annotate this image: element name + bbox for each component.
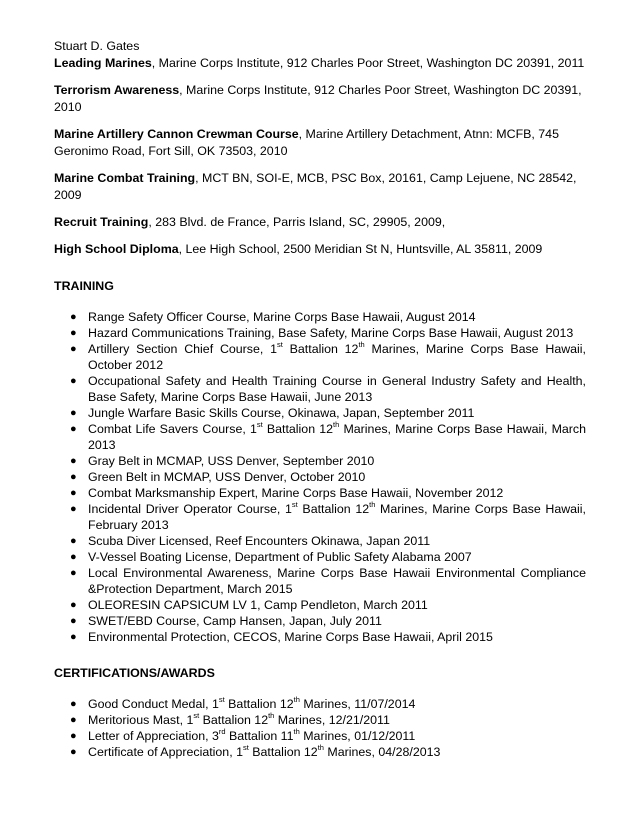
bullet-icon: ● xyxy=(70,746,77,758)
item-text: Letter of Appreciation, 3 xyxy=(88,729,219,743)
ordinal-suffix: rd xyxy=(218,727,226,736)
education-title: Recruit Training xyxy=(54,215,149,229)
item-text: Jungle Warfare Basic Skills Course, Okinawa, Japan, September 2011 xyxy=(88,406,475,420)
bullet-icon: ● xyxy=(70,343,77,355)
bullet-icon: ● xyxy=(70,423,77,435)
education-title: Marine Combat Training xyxy=(54,171,196,185)
item-text: Battalion 12 xyxy=(297,502,370,516)
bullet-icon: ● xyxy=(70,375,77,387)
item-text: Range Safety Officer Course, Marine Corps Base Hawaii, August 2014 xyxy=(88,310,476,324)
bullet-icon: ● xyxy=(70,631,77,643)
list-item xyxy=(54,597,586,613)
bullet-icon: ● xyxy=(70,455,77,467)
item-text: Battalion 12 xyxy=(199,713,269,727)
ordinal-suffix: th xyxy=(369,500,376,509)
education-entry xyxy=(54,126,586,160)
education-entry xyxy=(54,214,586,231)
item-text: Meritorious Mast, 1 xyxy=(88,713,194,727)
item-text: Artillery Section Chief Course, 1 xyxy=(88,342,278,356)
list-item xyxy=(54,613,586,629)
list-item xyxy=(54,728,586,744)
item-text: Certificate of Appreciation, 1 xyxy=(88,745,243,759)
item-text: Battalion 12 xyxy=(248,745,318,759)
training-list xyxy=(54,309,586,645)
item-text: Marines, 12/21/2011 xyxy=(274,713,390,727)
bullet-icon: ● xyxy=(70,551,77,563)
ordinal-suffix: st xyxy=(256,420,263,429)
list-item xyxy=(54,565,586,597)
education-list xyxy=(54,55,586,258)
item-text: Environmental Protection, CECOS, Marine Corps Base Hawaii, April 2015 xyxy=(88,630,493,644)
ordinal-suffix: th xyxy=(293,695,300,704)
item-text: Incidental Driver Operator Course, 1 xyxy=(88,502,292,516)
list-item xyxy=(54,744,586,760)
item-text: Marines, Marine Corps Base Hawaii, February 2013 xyxy=(88,502,587,532)
education-title: Marine Artillery Cannon Crewman Course xyxy=(54,127,299,141)
bullet-icon: ● xyxy=(70,311,77,323)
list-item xyxy=(54,309,586,325)
bullet-icon: ● xyxy=(70,535,77,547)
item-text: Battalion 12 xyxy=(262,422,334,436)
bullet-icon: ● xyxy=(70,487,77,499)
item-text: Marines, 01/12/2011 xyxy=(299,729,416,743)
list-item xyxy=(54,453,586,469)
ordinal-suffix: st xyxy=(277,340,283,349)
item-text: Marines, Marine Corps Base Hawaii, October 2012 xyxy=(88,342,586,372)
ordinal-suffix: th xyxy=(293,727,300,736)
list-item xyxy=(54,373,586,405)
item-text: Hazard Communications Training, Base Safety, Marine Corps Base Hawaii, August 2013 xyxy=(88,326,574,340)
item-text: Scuba Diver Licensed, Reef Encounters Okinawa, Japan 2011 xyxy=(88,534,431,548)
bullet-icon: ● xyxy=(70,730,77,742)
list-item xyxy=(54,469,586,485)
education-entry xyxy=(54,241,586,258)
list-item xyxy=(54,501,586,533)
list-item xyxy=(54,533,586,549)
education-entry xyxy=(54,55,586,72)
education-detail: , Marine Corps Institute, 912 Charles Poor Street, Washington DC 20391, 2011 xyxy=(151,56,585,70)
item-text: Marines, 04/28/2013 xyxy=(323,745,441,759)
ordinal-suffix: th xyxy=(358,340,365,349)
item-text: Combat Marksmanship Expert, Marine Corps Base Hawaii, November 2012 xyxy=(88,486,504,500)
item-text: V-Vessel Boating License, Department of Public Safety Alabama 2007 xyxy=(88,550,472,564)
education-title: Leading Marines xyxy=(54,56,152,70)
certifications-list xyxy=(54,696,586,760)
education-detail: , 283 Blvd. de France, Parris Island, SC, 29905, 2009, xyxy=(148,215,446,229)
bullet-icon: ● xyxy=(70,567,77,579)
bullet-icon: ● xyxy=(70,714,77,726)
item-text: Battalion 11 xyxy=(225,729,294,743)
bullet-icon: ● xyxy=(70,615,77,627)
education-detail: , Marine Artillery Detachment, Atnn: MCFB, 745 Geronimo Road, Fort Sill, OK 73503, 2010 xyxy=(54,127,559,158)
bullet-icon: ● xyxy=(70,471,77,483)
education-detail: , MCT BN, SOI-E, MCB, PSC Box, 20161, Camp Lejuene, NC 28542, 2009 xyxy=(54,171,577,202)
education-entry xyxy=(54,170,586,204)
ordinal-suffix: th xyxy=(333,420,340,429)
item-text: Occupational Safety and Health Training Course in General Industry Safety and Health, Base Safety, Marine Corps Base Hawaii, June 2013 xyxy=(88,374,586,404)
bullet-icon: ● xyxy=(70,503,77,515)
person-name: Stuart D. Gates xyxy=(54,39,140,53)
bullet-icon: ● xyxy=(70,327,77,339)
ordinal-suffix: th xyxy=(268,711,275,720)
education-entry xyxy=(54,82,586,116)
bullet-icon: ● xyxy=(70,407,77,419)
education-title: High School Diploma xyxy=(54,242,179,256)
list-item xyxy=(54,341,586,373)
ordinal-suffix: st xyxy=(242,743,249,752)
ordinal-suffix: th xyxy=(317,743,324,752)
bullet-icon: ● xyxy=(70,698,77,710)
list-item xyxy=(54,485,586,501)
bullet-icon: ● xyxy=(70,599,77,611)
education-title: Terrorism Awareness xyxy=(54,83,180,97)
certifications-heading: CERTIFICATIONS/AWARDS xyxy=(54,666,215,680)
item-text: Gray Belt in MCMAP, USS Denver, September 2010 xyxy=(88,454,375,468)
item-text: OLEORESIN CAPSICUM LV 1, Camp Pendleton, March 2011 xyxy=(88,598,428,612)
item-text: Good Conduct Medal, 1 xyxy=(88,697,219,711)
ordinal-suffix: st xyxy=(218,695,225,704)
item-text: Battalion 12 xyxy=(224,697,294,711)
list-item xyxy=(54,712,586,728)
list-item xyxy=(54,325,586,341)
education-detail: , Marine Corps Institute, 912 Charles Poor Street, Washington DC 20391, 2010 xyxy=(54,83,582,114)
list-item xyxy=(54,421,586,453)
ordinal-suffix: st xyxy=(193,711,200,720)
item-text: Local Environmental Awareness, Marine Corps Base Hawaii Environmental Compliance &Protection Department, March 2015 xyxy=(88,566,586,596)
ordinal-suffix: st xyxy=(291,500,298,509)
list-item xyxy=(54,549,586,565)
item-text: Battalion 12 xyxy=(282,342,359,356)
list-item xyxy=(54,696,586,712)
list-item xyxy=(54,405,586,421)
item-text: Marines, Marine Corps Base Hawaii, March 2013 xyxy=(88,422,586,452)
item-text: Green Belt in MCMAP, USS Denver, October 2010 xyxy=(88,470,366,484)
education-detail: , Lee High School, 2500 Meridian St N, Huntsville, AL 35811, 2009 xyxy=(178,242,543,256)
item-text: Marines, 11/07/2014 xyxy=(299,697,416,711)
resume-page xyxy=(54,38,586,760)
list-item xyxy=(54,629,586,645)
item-text: Combat Life Savers Course, 1 xyxy=(88,422,257,436)
training-heading: TRAINING xyxy=(54,279,114,293)
item-text: SWET/EBD Course, Camp Hansen, Japan, July 2011 xyxy=(88,614,382,628)
